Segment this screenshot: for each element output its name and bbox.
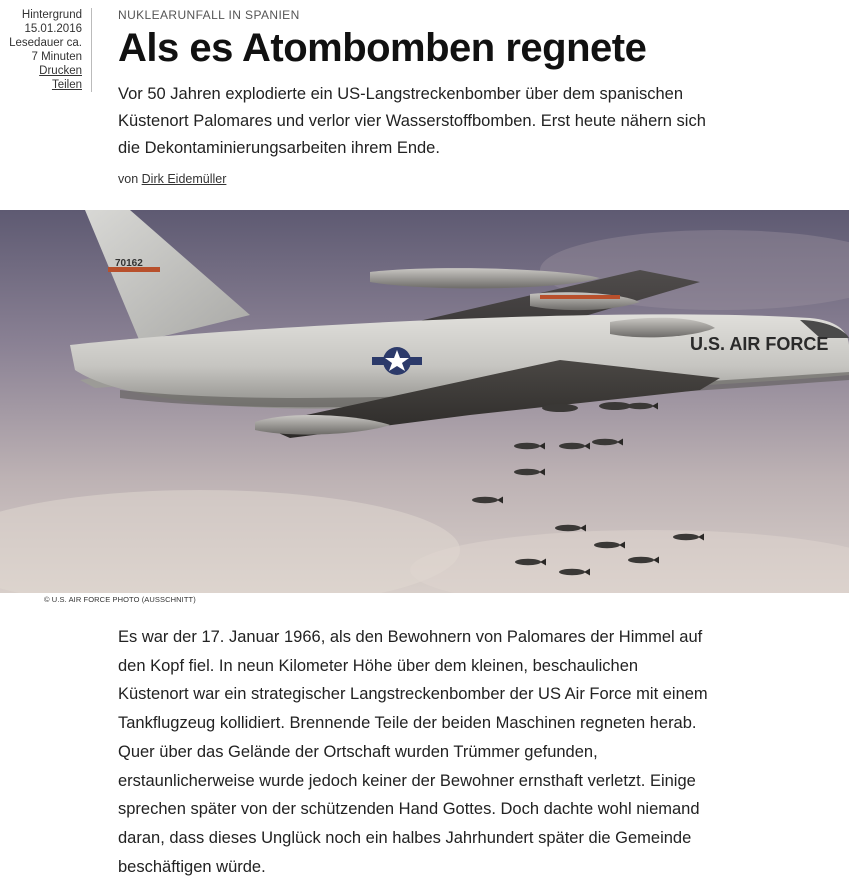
byline-prefix: von [118,172,139,186]
print-link[interactable]: Drucken [39,65,82,77]
tail-number: 70162 [115,258,143,269]
image-credit: © U.S. AIR FORCE PHOTO (AUSSCHNITT) [44,595,196,604]
reading-time: Lesedauer ca. 7 Minuten [9,37,82,63]
share-link[interactable]: Teilen [51,79,82,91]
fuselage-lettering: U.S. AIR FORCE [690,334,829,354]
hero-image [0,210,849,593]
article-date: 15.01.2016 [24,23,82,35]
article-body: Es war der 17. Januar 1966, als den Bewohnern von Palomares der Himmel auf den Kopf fiel. In neun Kilometer Höhe über dem kleinen, beschaulichen Küstenort war ein strategischer Langstreckenbomber der US Air Force mit einem Tankflugzeug kollidiert. Brennende Teile der beiden Maschinen regneten herab. Quer über das Gelände der Ortschaft wurden Trümmer gefunden, erstaunlicherweise wurde jedoch keiner der Bewohner ernsthaft verletzt. Einige sprechen später von der schützenden Hand Gottes. Doch dachte wohl niemand daran, dass dieses Unglück noch ein halbes Jahrhundert später die Gemeinde beschäftigen würde. [118,628,708,876]
article-kicker: NUKLEARUNFALL IN SPANIEN [118,8,300,22]
article-category: Hintergrund [21,9,82,21]
bomber-photo [0,210,849,593]
article-title: Als es Atombomben regnete [118,26,647,70]
article-lead: Vor 50 Jahren explodierte ein US-Langstreckenbomber über dem spanischen Küstenort Palomares und verlor vier Wasserstoffbomben. Erst heute nähern sich die Dekontaminierungsarbeiten ihrem Ende. [118,85,706,157]
author-link[interactable]: Dirk Eidemüller [141,172,227,186]
article-meta [0,8,82,92]
byline [118,172,226,186]
meta-divider [91,8,92,92]
